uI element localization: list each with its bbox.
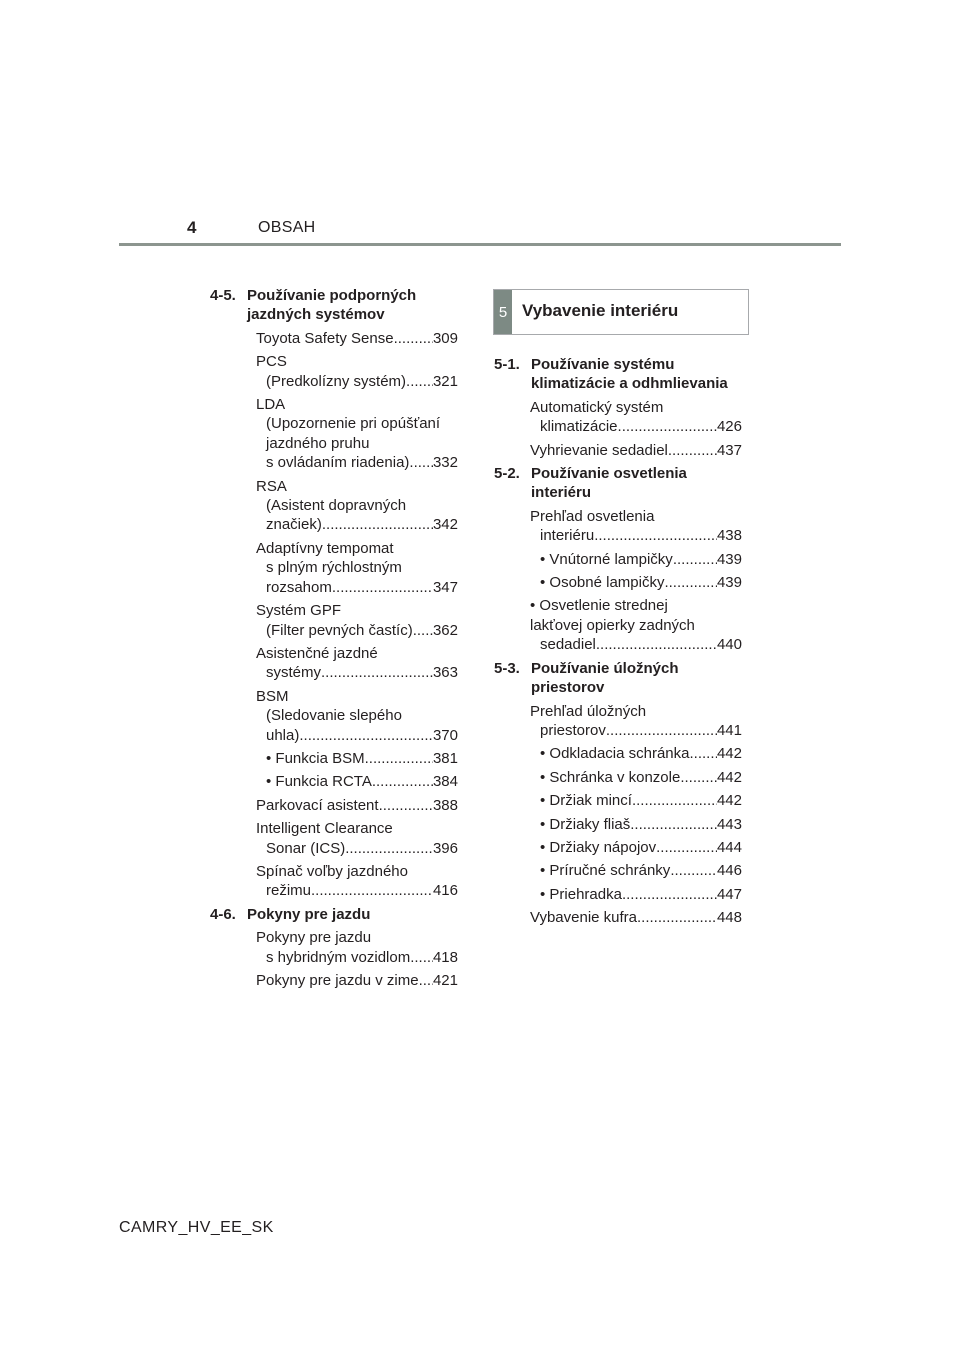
entry-label: • Funkcia RCTA xyxy=(266,773,372,791)
dot-leader xyxy=(618,417,717,436)
section-number: 5-1. xyxy=(494,356,520,373)
entry-label: • Držiak mincí xyxy=(540,792,632,810)
entry-label: • Vnútorné lampičky xyxy=(540,550,673,568)
entry-text-line: Spínač voľby jazdného xyxy=(256,862,408,880)
entry-text-line: LDA xyxy=(256,396,286,414)
dot-leader xyxy=(637,908,717,927)
toc-entry[interactable] xyxy=(494,507,742,546)
entry-page-line xyxy=(530,744,742,763)
entry-page-line xyxy=(530,861,742,880)
entry-page-line xyxy=(256,948,458,967)
page-reference: 388 xyxy=(432,796,458,814)
section-title: Používanie systému klimatizácie a odhmlievania xyxy=(531,356,728,393)
entry-page-line xyxy=(256,796,458,815)
dot-leader xyxy=(594,526,717,545)
dot-leader xyxy=(596,635,717,654)
toc-entry[interactable] xyxy=(494,441,742,460)
toc-entry[interactable] xyxy=(210,819,458,858)
toc-entry[interactable] xyxy=(494,398,742,437)
toc-section-heading[interactable] xyxy=(494,659,742,698)
entry-text-line: (Upozornenie pri opúšťaní xyxy=(266,415,441,433)
toc-entry[interactable] xyxy=(210,539,458,597)
section-number: 5-3. xyxy=(494,659,520,677)
header-rule xyxy=(119,243,841,246)
toc-left-column xyxy=(210,286,458,994)
entry-label: Parkovací asistent xyxy=(256,796,379,814)
page-reference: 370 xyxy=(432,726,458,744)
toc-entry[interactable] xyxy=(210,971,458,990)
entry-text-line: Asistenčné jazdné xyxy=(256,644,378,662)
entry-label: Vyhrievanie sedadiel xyxy=(530,441,668,459)
toc-entry[interactable] xyxy=(494,908,742,927)
entry-text-line: Pokyny pre jazdu xyxy=(256,929,372,947)
section-number: 4-5. xyxy=(210,287,236,304)
page-reference: 363 xyxy=(432,664,458,682)
entry-label: rozsahom xyxy=(266,578,332,596)
page-reference: 309 xyxy=(432,329,458,347)
entry-page-line xyxy=(530,885,742,904)
toc-entry[interactable] xyxy=(210,601,458,640)
page-reference: 426 xyxy=(716,418,742,436)
page-reference: 384 xyxy=(432,773,458,791)
entry-label: • Odkladacia schránka xyxy=(540,745,690,763)
dot-leader xyxy=(372,772,433,791)
entry-text-line: (Asistent dopravných xyxy=(266,497,407,515)
dot-leader xyxy=(311,881,433,900)
entry-page-line xyxy=(256,772,458,791)
toc-entry[interactable] xyxy=(210,329,458,348)
dot-leader xyxy=(664,573,717,592)
dot-leader xyxy=(622,885,717,904)
entry-page-line xyxy=(256,372,458,391)
entry-text-line: (Sledovanie slepého xyxy=(266,707,402,725)
entry-text-line: BSM xyxy=(256,687,289,705)
page-number: 4 xyxy=(187,218,197,237)
dot-leader xyxy=(410,948,433,967)
entry-label: • Držiaky nápojov xyxy=(540,838,657,856)
page-reference: 440 xyxy=(716,636,742,654)
page-reference: 446 xyxy=(716,862,742,880)
toc-sub-entry[interactable] xyxy=(210,749,458,768)
entry-label: priestorov xyxy=(540,721,606,739)
dot-leader xyxy=(379,796,433,815)
section-number: 5-2. xyxy=(494,465,520,483)
entry-label: sedadiel xyxy=(540,636,596,654)
entry-page-line xyxy=(530,526,742,545)
entry-text-line: • Osvetlenie strednej xyxy=(530,597,668,615)
entry-label: • Osobné lampičky xyxy=(540,574,665,592)
page-reference: 381 xyxy=(432,749,458,767)
entry-label: klimatizácie xyxy=(540,418,618,436)
dot-leader xyxy=(680,768,717,787)
page-reference: 396 xyxy=(432,839,458,857)
toc-entry[interactable] xyxy=(210,928,458,967)
dot-leader xyxy=(670,861,717,880)
toc-entry[interactable] xyxy=(210,395,458,473)
running-title: OBSAH xyxy=(258,219,316,236)
entry-text-line: s plným rýchlostným xyxy=(266,559,402,577)
chapter-number-tab: 5 xyxy=(494,290,512,334)
toc-sub-entry[interactable] xyxy=(494,885,742,904)
entry-text-line: PCS xyxy=(256,353,287,371)
entry-page-line xyxy=(530,768,742,787)
entry-page-line xyxy=(530,441,742,460)
section-title: Pokyny pre jazdu xyxy=(247,905,371,923)
toc-sub-entry[interactable] xyxy=(494,744,742,763)
page-reference: 342 xyxy=(432,516,458,534)
toc-section-heading[interactable] xyxy=(210,905,458,924)
entry-label: • Priehradka xyxy=(540,885,622,903)
dot-leader xyxy=(409,453,433,472)
dot-leader xyxy=(394,329,433,348)
page-header xyxy=(0,0,960,250)
page-reference: 416 xyxy=(432,882,458,900)
page-reference: 362 xyxy=(432,621,458,639)
toc-section-heading[interactable] xyxy=(494,464,742,503)
page-reference: 439 xyxy=(716,550,742,568)
entry-page-line xyxy=(256,329,458,348)
entry-page-line xyxy=(256,881,458,900)
entry-label: • Držiaky fliaš xyxy=(540,815,631,833)
entry-label: (Predkolízny systém) xyxy=(266,372,407,390)
toc-entry[interactable] xyxy=(210,687,458,745)
entry-page-line xyxy=(530,838,742,857)
section-title: Používanie úložných priestorov xyxy=(531,659,679,697)
section-title: Používanie osvetlenia interiéru xyxy=(531,465,687,502)
entry-page-line xyxy=(256,726,458,745)
entry-label: • Príručné schránky xyxy=(540,862,671,880)
page-reference: 418 xyxy=(432,948,458,966)
chapter-title: Vybavenie interiéru xyxy=(522,301,679,320)
toc-sub-entry[interactable] xyxy=(494,815,742,834)
entry-text-line: jazdného pruhu xyxy=(266,434,370,452)
entry-page-line xyxy=(256,839,458,858)
toc-entry[interactable] xyxy=(210,352,458,391)
entry-label: značiek) xyxy=(266,516,322,534)
toc-sub-entry[interactable] xyxy=(494,791,742,810)
page-reference: 347 xyxy=(432,578,458,596)
entry-page-line xyxy=(530,417,742,436)
dot-leader xyxy=(299,726,433,745)
toc-sub-entry[interactable] xyxy=(494,838,742,857)
toc-entry[interactable] xyxy=(210,477,458,535)
dot-leader xyxy=(630,815,717,834)
section-number: 4-6. xyxy=(210,905,236,923)
page-reference: 443 xyxy=(716,815,742,833)
dot-leader xyxy=(419,971,433,990)
toc-entry[interactable] xyxy=(210,644,458,683)
entry-label: • Schránka v konzole xyxy=(540,768,681,786)
page-reference: 448 xyxy=(716,909,742,927)
dot-leader xyxy=(668,441,717,460)
page-reference: 321 xyxy=(432,372,458,390)
entry-label: s ovládaním riadenia) xyxy=(266,454,410,472)
entry-label: Pokyny pre jazdu v zime xyxy=(256,972,419,989)
page-reference: 437 xyxy=(716,441,742,459)
dot-leader xyxy=(656,838,717,857)
entry-page-line xyxy=(530,721,742,740)
entry-page-line xyxy=(256,749,458,768)
dot-leader xyxy=(632,791,717,810)
toc-entry[interactable] xyxy=(494,702,742,741)
section-title: Používanie podporných jazdných systémov xyxy=(247,287,417,324)
page-reference: 442 xyxy=(716,792,742,810)
entry-text-line: Systém GPF xyxy=(256,602,342,620)
dot-leader xyxy=(673,550,717,569)
entry-label: (Filter pevných častíc) xyxy=(266,621,413,639)
entry-page-line xyxy=(256,515,458,534)
entry-page-line xyxy=(256,663,458,682)
entry-label: • Funkcia BSM xyxy=(266,749,365,767)
page-reference: 441 xyxy=(716,721,742,739)
page-reference: 447 xyxy=(716,885,742,903)
toc-sub-entry[interactable] xyxy=(494,596,742,654)
entry-text-line: lakťovej opierky zadných xyxy=(530,616,695,634)
page-reference: 438 xyxy=(716,527,742,545)
dot-leader xyxy=(365,749,433,768)
entry-page-line xyxy=(530,908,742,927)
entry-page-line xyxy=(530,573,742,592)
entry-label: interiéru xyxy=(540,527,595,545)
page-reference: 332 xyxy=(432,454,458,472)
entry-text-line: Adaptívny tempomat xyxy=(256,539,394,557)
entry-page-line xyxy=(530,635,742,654)
entry-label: systémy xyxy=(266,664,322,682)
page-reference: 442 xyxy=(716,745,742,763)
dot-leader xyxy=(321,663,433,682)
toc-section-heading[interactable] xyxy=(210,286,458,325)
dot-leader xyxy=(690,744,717,763)
toc-sub-entry[interactable] xyxy=(494,550,742,569)
toc-right-column xyxy=(494,352,742,932)
page-reference: 444 xyxy=(716,838,742,856)
entry-text-line: Automatický systém xyxy=(530,398,664,416)
toc-sub-entry[interactable] xyxy=(494,573,742,592)
entry-label: Toyota Safety Sense xyxy=(256,329,394,347)
dot-leader xyxy=(322,515,433,534)
toc-entry[interactable] xyxy=(210,796,458,815)
entry-page-line xyxy=(256,578,458,597)
entry-page-line xyxy=(256,453,458,472)
entry-page-line xyxy=(530,791,742,810)
entry-label: s hybridným vozidlom xyxy=(266,948,411,966)
entry-page-line xyxy=(530,815,742,834)
entry-label: uhla) xyxy=(266,726,300,744)
entry-text-line: RSA xyxy=(256,477,287,495)
dot-leader xyxy=(606,721,717,740)
toc-entry[interactable] xyxy=(210,862,458,901)
entry-text-line: Intelligent Clearance xyxy=(256,820,393,838)
toc-sub-entry[interactable] xyxy=(494,768,742,787)
toc-sub-entry[interactable] xyxy=(210,772,458,791)
dot-leader xyxy=(332,578,433,597)
toc-section-heading[interactable] xyxy=(494,355,742,394)
entry-page-line xyxy=(530,550,742,569)
document-code: CAMRY_HV_EE_SK xyxy=(119,1219,274,1236)
toc-sub-entry[interactable] xyxy=(494,861,742,880)
entry-text-line: Prehľad úložných xyxy=(530,702,647,720)
entry-label: režimu xyxy=(266,882,312,900)
page-reference: 421 xyxy=(432,972,458,989)
entry-label: Vybavenie kufra xyxy=(530,909,638,927)
dot-leader xyxy=(406,372,433,391)
dot-leader xyxy=(413,621,433,640)
entry-text-line: Prehľad osvetlenia xyxy=(530,507,655,525)
entry-label: Sonar (ICS) xyxy=(266,839,346,857)
dot-leader xyxy=(345,839,433,858)
chapter-heading[interactable] xyxy=(493,289,749,335)
page-reference: 439 xyxy=(716,574,742,592)
entry-page-line xyxy=(256,971,458,990)
page-reference: 442 xyxy=(716,768,742,786)
entry-page-line xyxy=(256,621,458,640)
